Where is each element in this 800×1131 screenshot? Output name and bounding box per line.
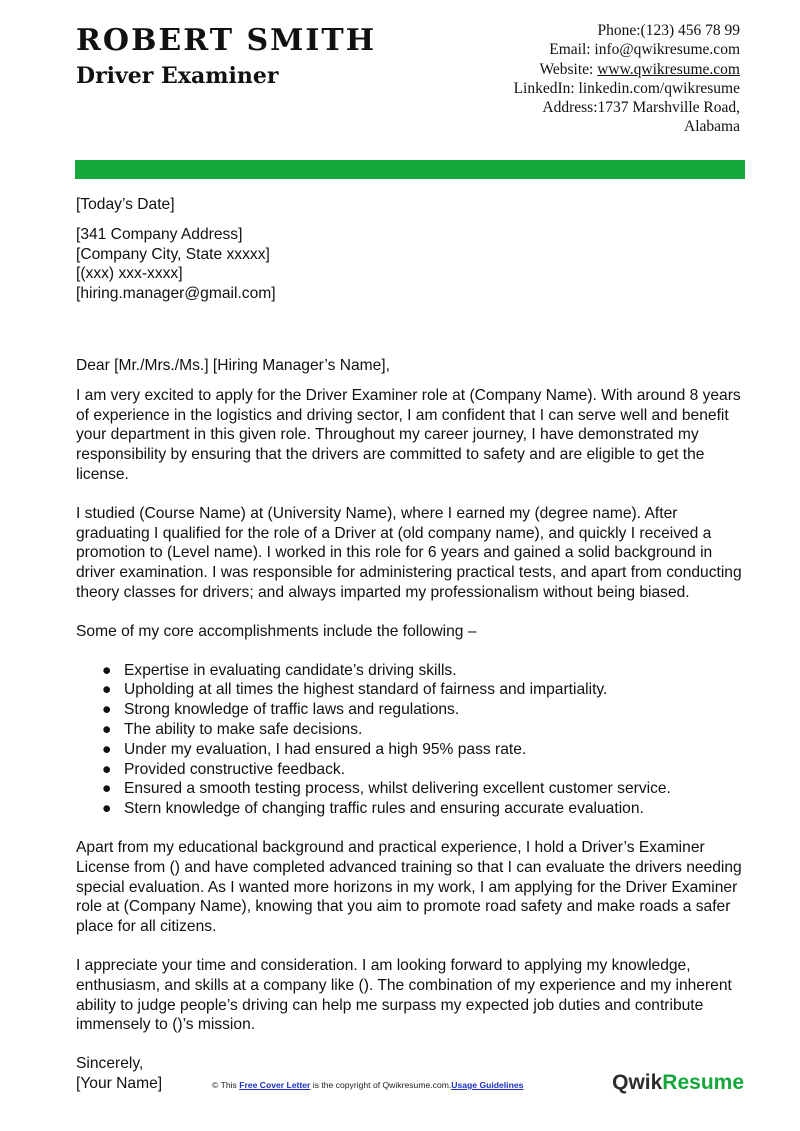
paragraph-closing: I appreciate your time and consideration. I am looking forward to applying my knowledge, enthusiasm, and skills at a company like (). The combination of my experience and my inherent ability to judge people’s driving can help me surpass my expected job duties and contribute immensely to ()’s mission.	[76, 956, 732, 1034]
list-item: ● Expertise in evaluating candidate’s driving skills.	[102, 661, 457, 679]
contact-block	[440, 21, 740, 137]
contact-email: Email: info@qwikresume.com	[549, 41, 740, 59]
recipient-city-state: [Company City, State xxxxx]	[76, 245, 270, 263]
bullet-icon: ●	[102, 701, 112, 719]
contact-website	[440, 60, 740, 79]
copyright-notice: © This Free Cover Letter is the copyright of Qwikresume.com.Usage Guidelines	[212, 1080, 524, 1090]
signature: [Your Name]	[76, 1074, 163, 1092]
recipient-email: [hiring.manager@gmail.com]	[76, 285, 276, 303]
list-item: ● The ability to make safe decisions.	[102, 720, 363, 738]
website-label: Website:	[539, 60, 598, 78]
paragraph-license: Apart from my educational background and practical experience, I hold a Driver’s Examiner License from () and have completed advanced training so that I can evaluate the drivers needing special evaluation. As I wanted more horizons in my work, I am applying for the Driver Examiner role at (Company Name), knowing that you aim to promote road safety and make roads a safer place for all citizens.	[76, 838, 742, 936]
contact-linkedin: LinkedIn: linkedin.com/qwikresume	[513, 79, 740, 97]
paragraph-intro: I am very excited to apply for the Driver Examiner role at (Company Name). With around 8 years of experience in the logistics and driving sector, I am confident that I can serve well and benefit your department in this given role. Throughout my career journey, I have demonstrated my responsibility by ensuring that the drivers are committed to safety and are eligible to get the license.	[76, 386, 741, 483]
qwikresume-logo: QwikResume	[612, 1071, 744, 1094]
bullet-icon: ●	[102, 740, 112, 758]
free-cover-letter-link[interactable]: Free Cover Letter	[239, 1080, 311, 1090]
accomplishments-list	[76, 661, 746, 819]
recipient-address: [341 Company Address]	[76, 225, 243, 243]
list-item: ● Upholding at all times the highest standard of fairness and impartiality.	[102, 681, 608, 699]
bullet-icon: ●	[102, 800, 112, 818]
list-item: ● Ensured a smooth testing process, whilst delivering excellent customer service.	[102, 780, 671, 798]
contact-address-line1: Address:1737 Marshville Road,	[542, 99, 740, 117]
list-item: ● Under my evaluation, I had ensured a high 95% pass rate.	[102, 740, 527, 758]
contact-address-line2: Alabama	[684, 118, 740, 136]
recipient-phone: [(xxx) xxx-xxxx]	[76, 265, 183, 283]
list-item: ● Strong knowledge of traffic laws and regulations.	[102, 701, 460, 719]
accomplishments-intro: Some of my core accomplishments include the following –	[76, 622, 477, 640]
usage-guidelines-link[interactable]: Usage Guidelines	[451, 1080, 524, 1090]
paragraph-education: I studied (Course Name) at (University Name), where I earned my (degree name). After graduating I qualified for the role of a Driver at (old company name), and quickly I received a promotion to (Level name). I worked in this role for 6 years and gained a solid background in driver examination. I was responsible for administering practical tests, and apart from conducting theory classes for drivers; and always imparted my professionalism without being biased.	[76, 504, 742, 601]
job-title: Driver Examiner	[76, 63, 279, 89]
list-item: ● Provided constructive feedback.	[102, 760, 346, 778]
contact-phone: Phone:(123) 456 78 99	[597, 22, 740, 39]
bullet-icon: ●	[102, 681, 112, 699]
accent-divider-bar	[75, 160, 745, 179]
closing: Sincerely,	[76, 1055, 144, 1073]
salutation: Dear [Mr./Mrs./Ms.] [Hiring Manager’s Name],	[76, 356, 390, 374]
applicant-name: ROBERT SMITH	[76, 23, 377, 58]
page-footer	[0, 1071, 800, 1101]
bullet-icon: ●	[102, 780, 112, 798]
bullet-icon: ●	[102, 760, 112, 778]
letter-body	[76, 195, 746, 1094]
bullet-icon: ●	[102, 661, 112, 679]
list-item: ● Stern knowledge of changing traffic rules and ensuring accurate evaluation.	[102, 800, 644, 818]
website-link[interactable]: www.qwikresume.com	[597, 60, 740, 78]
bullet-icon: ●	[102, 720, 112, 738]
copyright-icon: ©	[212, 1080, 219, 1090]
letter-date: [Today’s Date]	[76, 196, 175, 213]
